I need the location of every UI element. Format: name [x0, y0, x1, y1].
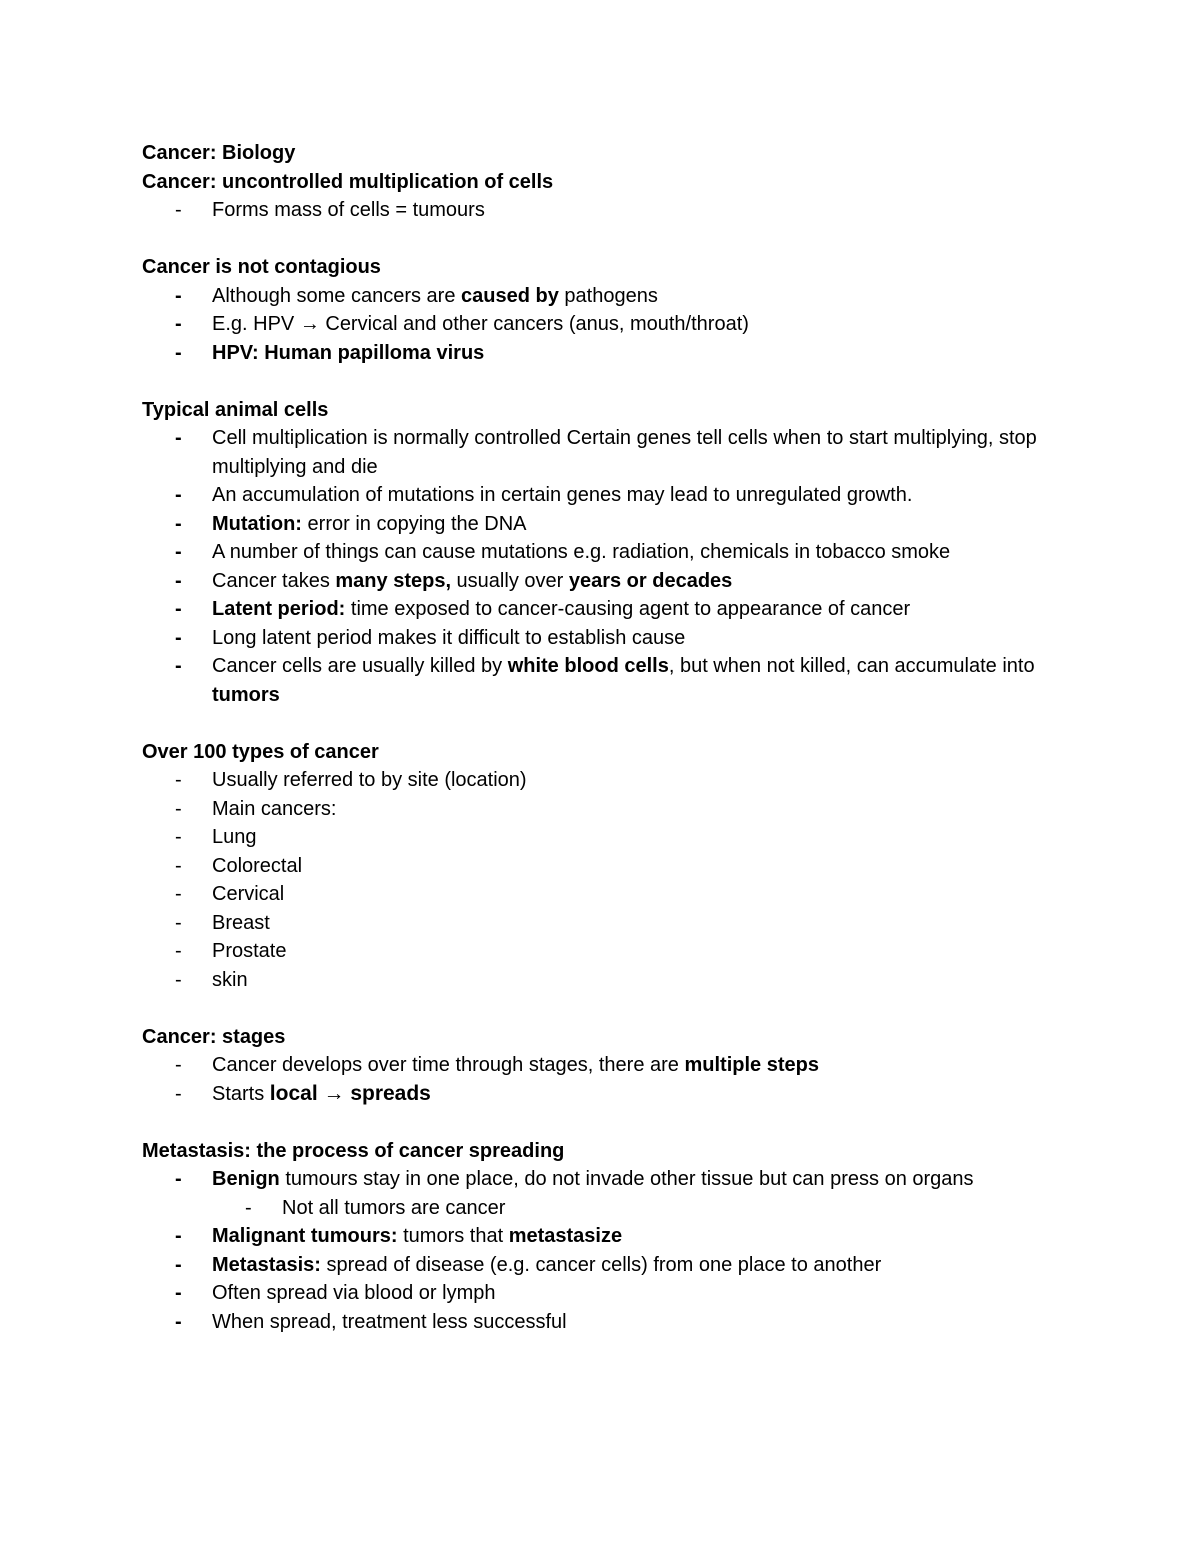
dash-bullet: - [175, 911, 182, 934]
bullet-list [142, 282, 1082, 368]
list-item: - Cancer cells are usually killed by white blood cells, but when not killed, can accumulate into tumors [142, 652, 1082, 709]
dash-bullet: - [175, 427, 182, 449]
dash-bullet: - [175, 1282, 182, 1304]
dash-bullet: - [175, 1168, 182, 1190]
bullet-list [142, 1165, 1082, 1336]
list-item: - Although some cancers are caused by pathogens [142, 282, 1082, 311]
bullet-list [142, 424, 1082, 709]
bullet-list [142, 196, 1082, 225]
list-item: - Often spread via blood or lymph [142, 1279, 1082, 1308]
dash-bullet: - [175, 797, 182, 820]
dash-bullet: - [175, 1082, 182, 1105]
list-item: - Starts local → spreads [142, 1080, 1082, 1109]
section-heading: Typical animal cells [142, 398, 329, 421]
list-item: - Usually referred to by site (location) [142, 766, 1082, 795]
section-heading: Over 100 types of cancer [142, 740, 379, 763]
list-item: - When spread, treatment less successful [142, 1308, 1082, 1337]
dash-bullet: - [175, 883, 182, 905]
dash-bullet: - [175, 769, 182, 791]
list-item: - A number of things can cause mutations e.g. radiation, chemicals in tobacco smoke [142, 538, 1082, 567]
bullet-list [142, 766, 1082, 994]
list-item: - Breast [142, 909, 1082, 938]
document-title: Cancer: Biology [142, 142, 296, 164]
list-item: - Latent period: time exposed to cancer-causing agent to appearance of cancer [142, 595, 1082, 624]
dash-bullet: - [175, 1253, 182, 1276]
dash-bullet: - [245, 1196, 252, 1219]
dash-bullet: - [175, 569, 182, 592]
dash-bullet: - [175, 1225, 182, 1247]
list-item: - Lung [142, 823, 1082, 852]
list-item: - Benign tumours stay in one place, do not invade other tissue but can press on organs [142, 1165, 1082, 1194]
list-item: - Forms mass of cells = tumours [142, 196, 1082, 225]
section-heading: Cancer: uncontrolled multiplication of cells [142, 170, 554, 193]
section-heading: Cancer is not contagious [142, 256, 381, 278]
list-item: - Metastasis: spread of disease (e.g. cancer cells) from one place to another [142, 1251, 1082, 1280]
dash-bullet: - [175, 199, 182, 221]
dash-bullet: - [175, 1310, 182, 1333]
dash-bullet: - [175, 655, 182, 677]
list-item: - An accumulation of mutations in certain genes may lead to unregulated growth. [142, 481, 1082, 510]
list-item: - Malignant tumours: tumors that metastasize [142, 1222, 1082, 1251]
dash-bullet: - [175, 512, 182, 535]
bullet-list [142, 1051, 1082, 1108]
dash-bullet: - [175, 484, 182, 506]
dash-bullet: - [175, 1054, 182, 1076]
dash-bullet: - [175, 598, 182, 620]
dash-bullet: - [175, 341, 182, 364]
dash-bullet: - [175, 284, 182, 307]
list-item: - Main cancers: [142, 795, 1082, 824]
list-item: - Cancer develops over time through stages, there are multiple steps [142, 1051, 1082, 1080]
dash-bullet: - [175, 968, 182, 991]
section-heading: Cancer: stages [142, 1025, 286, 1048]
dash-bullet: - [175, 854, 182, 877]
dash-bullet: - [175, 313, 182, 335]
list-item: - Colorectal [142, 852, 1082, 881]
list-item: - Cancer takes many steps, usually over years or decades [142, 567, 1082, 596]
list-item: - Prostate [142, 937, 1082, 966]
list-item: - skin [142, 966, 1082, 995]
list-item: - Mutation: error in copying the DNA [142, 510, 1082, 539]
list-item: - E.g. HPV → Cervical and other cancers (anus, mouth/throat) [142, 310, 1082, 339]
list-item: - Long latent period makes it difficult to establish cause [142, 624, 1082, 653]
list-item: - Cell multiplication is normally controlled Certain genes tell cells when to start multiplying, stop multiplying and die [142, 424, 1082, 481]
section-heading: Metastasis: the process of cancer spreading [142, 1139, 565, 1162]
dash-bullet: - [175, 940, 182, 962]
list-item: - Cervical [142, 880, 1082, 909]
list-item: - HPV: Human papilloma virus [142, 339, 1082, 368]
sub-list-item: - Not all tumors are cancer [142, 1194, 1082, 1223]
dash-bullet: - [175, 541, 182, 563]
dash-bullet: - [175, 626, 182, 649]
document-body [142, 139, 1082, 1336]
dash-bullet: - [175, 826, 182, 848]
